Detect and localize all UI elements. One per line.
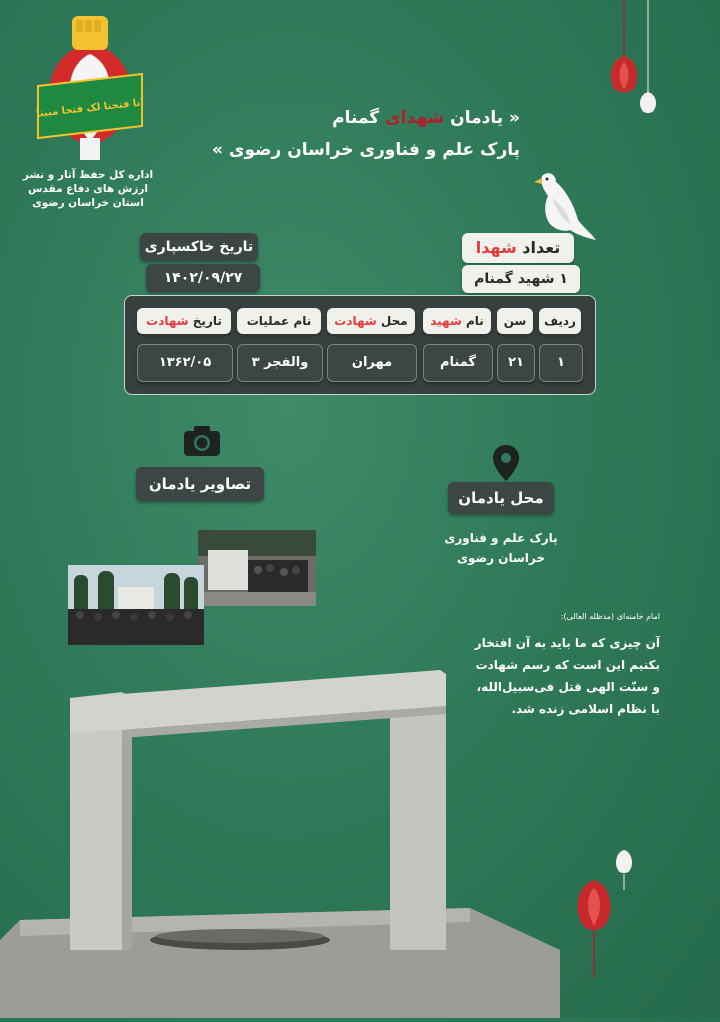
memorial-photo[interactable]: [198, 530, 316, 606]
table-cell-martyrdom-place: مهران: [327, 344, 417, 382]
title-line2: پارک علم و فناوری خراسان رضوی »: [211, 140, 520, 160]
quote-line: آن چیزی که ما باید به آن افتخار: [474, 636, 660, 650]
table-header-name: [423, 308, 491, 334]
memorial-photo[interactable]: [68, 565, 204, 645]
organization-name: [18, 168, 158, 210]
table-cell-age: ۲۱: [497, 344, 535, 382]
table-header-martyrdom-place: [327, 308, 415, 334]
header-text: محل: [376, 314, 408, 328]
organization-logo: [30, 14, 150, 164]
memorial-location-label: محل یادمان: [448, 482, 554, 514]
quote-line: بکنیم این است که رسم شهادت: [475, 658, 660, 672]
header-text: تاریخ: [188, 314, 222, 328]
header-text: سن: [503, 314, 527, 328]
header-highlight: شهادت: [146, 314, 189, 328]
count-label-highlight: شهدا: [475, 238, 517, 257]
table-header-row-number: [539, 308, 581, 334]
header-highlight: شهید: [430, 314, 462, 328]
org-line: اداره کل حفظ آثار و نشر: [22, 169, 154, 181]
table-header-operation: [237, 308, 321, 334]
location-line1: پارک علم و فناوری: [444, 531, 558, 545]
title-line1-post: گمنام: [332, 108, 386, 128]
header-highlight: شهادت: [334, 314, 377, 328]
memorial-location-value: [436, 528, 566, 568]
table-header-martyrdom-date: [137, 308, 231, 334]
table-cell-name: گمنام: [423, 344, 493, 382]
tulip-lantern-decoration: [560, 830, 650, 980]
memorial-images-label: تصاویر یادمان: [136, 467, 264, 501]
page-title: [180, 102, 520, 166]
header-text: ردیف: [544, 314, 576, 328]
map-pin-icon: [492, 444, 520, 482]
burial-date-label: تاریخ خاکسپاری: [140, 233, 258, 261]
tulip-lantern-decoration: [596, 0, 676, 130]
header-text: نام: [461, 314, 484, 328]
quote-line: و سنّت الهی قتل فی‌سبیل‌الله،: [476, 680, 660, 694]
martyr-info-table: [124, 295, 596, 395]
org-line: ارزش های دفاع مقدس: [28, 183, 148, 195]
martyrs-count-label: [462, 233, 574, 263]
table-header-age: [497, 308, 533, 334]
martyrs-count-value: ۱ شهید گمنام: [462, 265, 580, 293]
count-label-pre: تعداد: [516, 238, 561, 257]
table-cell-operation: والفجر ۳: [237, 344, 323, 382]
logo-emblem-text: انا فتحنا لک فتحا مبینا: [35, 97, 145, 120]
title-line1-highlight: شهدای: [385, 108, 445, 128]
header-text: نام عملیات: [246, 314, 312, 328]
table-cell-row-number: ۱: [539, 344, 583, 382]
table-cell-martyrdom-date: ۱۳۶۲/۰۵: [137, 344, 233, 382]
camera-icon: [182, 424, 222, 458]
title-line1-pre: « یادمان: [444, 108, 520, 128]
location-line2: خراسان رضوی: [457, 551, 545, 565]
org-line: استان خراسان رضوی: [32, 197, 144, 209]
quote-line: با نظام اسلامی زنده شد.: [511, 702, 660, 716]
quote-author: امام خامنه‌ای (مدظله العالی):: [560, 612, 660, 621]
burial-date-value: ۱۴۰۲/۰۹/۲۷: [146, 264, 260, 292]
